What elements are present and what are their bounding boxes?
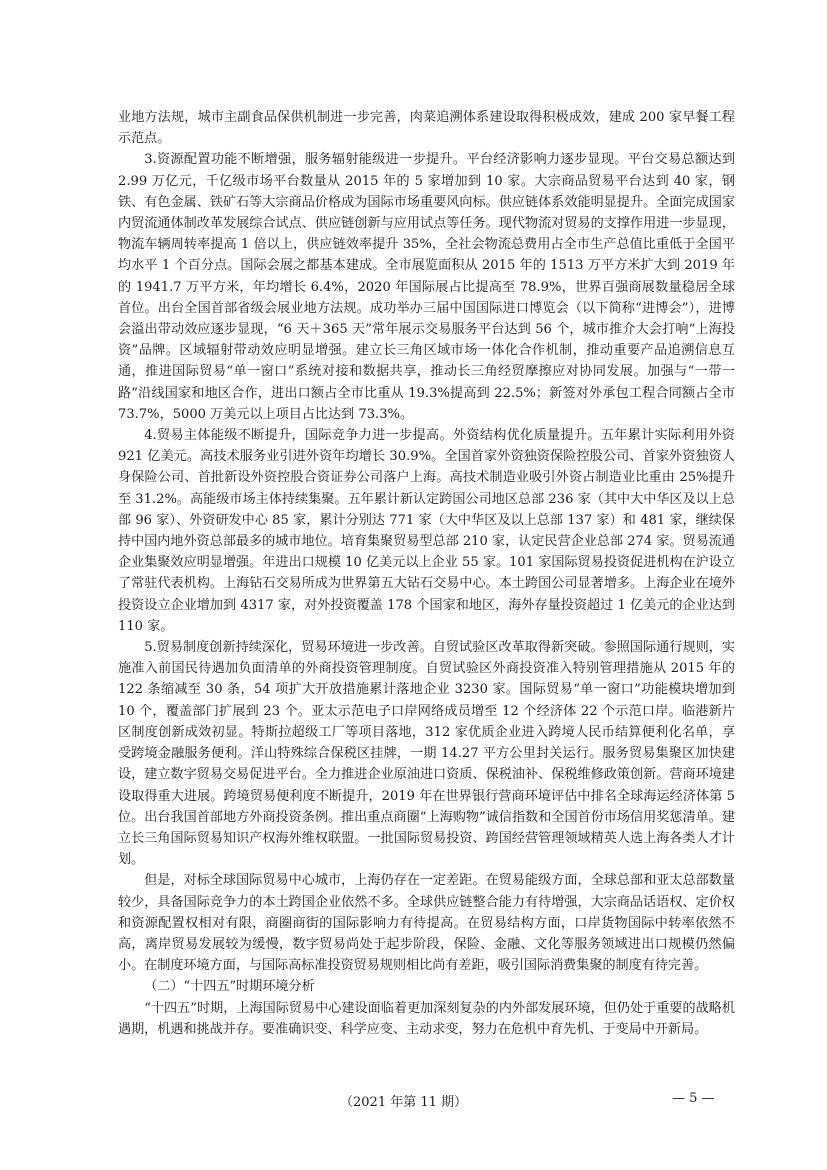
- body-text: [118, 107, 735, 1040]
- issue-label: （2021 年第 11 期）: [340, 1095, 468, 1110]
- paragraph-continuation: 业地方法规，城市主副食品保供机制进一步完善，肉菜追溯体系建设取得积极成效，建成 200 家早餐工程示范点。: [118, 110, 735, 147]
- paragraph-trade-system: 5.贸易制度创新持续深化，贸易环境进一步改善。自贸试验区改革取得新突破。参照国际通行规则，实施准入前国民待遇加负面清单的外商投资管理制度。自贸试验区外商投资准入特别管理措施从 2015 年的 122 条缩减至 30 条，54 项扩大开放措施累计落地企业 3230 家。国际贸易“单一窗口”功能模块增加到 10 个，覆盖部门扩展到 23 个。亚太示范电子口岸网络成员增至 12 个经济体 22 个示范口岸。临港新片区制度创新成效初显。特斯拉超级工厂等项目落地，312 家优质企业进入跨境人民币结算便利化名单，享受跨境金融服务便利。洋山特殊综合保税区挂牌，一期 14.27 平方公里封关运行。服务贸易集聚区加快建设，建立数字贸易交易促进平台。全力推进企业原油进口资质、保税油补、保税维修政策创新。营商环境建设取得重大进展。跨境贸易便利度不断提升，2019 年在世界银行营商环境评估中排名全球海运经济体第 5 位。出台我国首部地方外商投资条例。推出重点商圈“上海购物”诚信指数和全国首份市场信用奖惩清单。建立长三角国际贸易知识产权海外维权联盟。一批国际贸易投资、跨国经营管理领域精英人选上海各类人才计划。: [118, 640, 735, 868]
- page-number: — 5 —: [672, 1091, 715, 1106]
- paragraph-trade-entities: 4.贸易主体能级不断提升，国际竞争力进一步提高。外资结构优化质量提升。五年累计实际利用外资 921 亿美元。高技术服务业引进外资年均增长 30.9%。全国首家外资独资保险控股公司、首家外资独资人身保险公司、首批新设外资控股合资证券公司落户上海。高技术制造业吸引外资占制造业比重由 25%提升至 31.2%。高能级市场主体持续集聚。五年累计新认定跨国公司地区总部 236 家（其中大中华区及以上总部 96 家）、外资研发中心 85 家，累计分别达 771 家（大中华区及以上总部 137 家）和 481 家，继续保持中国内地外资总部最多的城市地位。培育集聚贸易型总部 210 家，认定民营企业总部 274 家。贸易流通企业集聚效应明显增强。年进出口规模 10 亿美元以上企业 55 家。101 家国际贸易投资促进机构在沪设立了常驻代表机构。上海钻石交易所成为世界第五大钻石交易中心。本土跨国公司显著增多。上海企业在境外投资设立企业增加到 4317 家，对外投资覆盖 178 个国家和地区，海外存量投资超过 1 亿美元的企业达到 110 家。: [118, 428, 735, 634]
- paragraph-gaps: 但是，对标全球国际贸易中心城市，上海仍存在一定差距。在贸易能级方面，全球总部和亚太总部数量较少，具备国际竞争力的本土跨国企业依然不多。全球供应链整合能力有待增强，大宗商品话语权、定价权和资源配置权相对有限，商圈商街的国际影响力有待提高。在贸易结构方面，口岸货物国际中转率依然不高，离岸贸易发展较为缓慢，数字贸易尚处于起步阶段，保险、金融、文化等服务领域进出口规模仍然偏小。在制度环境方面，与国际高标准投资贸易规则相比尚有差距，吸引国际消费集聚的制度有待完善。: [118, 873, 735, 974]
- paragraph-environment: “十四五”时期，上海国际贸易中心建设面临着更加深刻复杂的内外部发展环境，但仍处于重要的战略机遇期，机遇和挑战并存。要准确识变、科学应变、主动求变，努力在危机中育先机、于变局中开新局。: [118, 1000, 735, 1037]
- paragraph-resource-allocation: 3.资源配置功能不断增强，服务辐射能级进一步提升。平台经济影响力逐步显现。平台交易总额达到 2.99 万亿元，千亿级市场平台数量从 2015 年的 5 家增加到 10 家。大宗商品贸易平台达到 40 家，钢铁、有色金属、铁矿石等大宗商品价格成为国际市场重要风向标。供应链体系效能明显提升。全面完成国家内贸流通体制改革发展综合试点、供应链创新与应用试点等任务。现代物流对贸易的支撑作用进一步显现，物流车辆周转率提高 1 倍以上，供应链效率提升 35%，全社会物流总费用占全市生产总值比重低于全国平均水平 1 个百分点。国际会展之都基本建成。全市展览面积从 2015 年的 1513 万平方米扩大到 2019 年的 1941.7 万平方米，年均增长 6.4%，2020 年国际展占比提高至 78.9%，世界百强商展数量稳居全球首位。出台全国首部省级会展业地方法规。成功举办三届中国国际进口博览会（以下简称“进博会”），进博会溢出带动效应逐步显现，“6 天＋365 天”常年展示交易服务平台达到 56 个，城市推介大会打响“上海投资”品牌。区域辐射带动效应明显增强。建立长三角区域市场一体化合作机制，推动重要产品追溯信息互通，推进国际贸易“单一窗口”系统对接和数据共享，推动长三角经贸摩擦应对协同发展。加强与“一带一路”沿线国家和地区合作，进出口额占全市比重从 19.3%提高到 22.5%；新签对外承包工程合同额占全市 73.7%，5000 万美元以上项目占比达到 73.3%。: [118, 152, 735, 422]
- section-heading: （二）“十四五”时期环境分析: [144, 979, 315, 995]
